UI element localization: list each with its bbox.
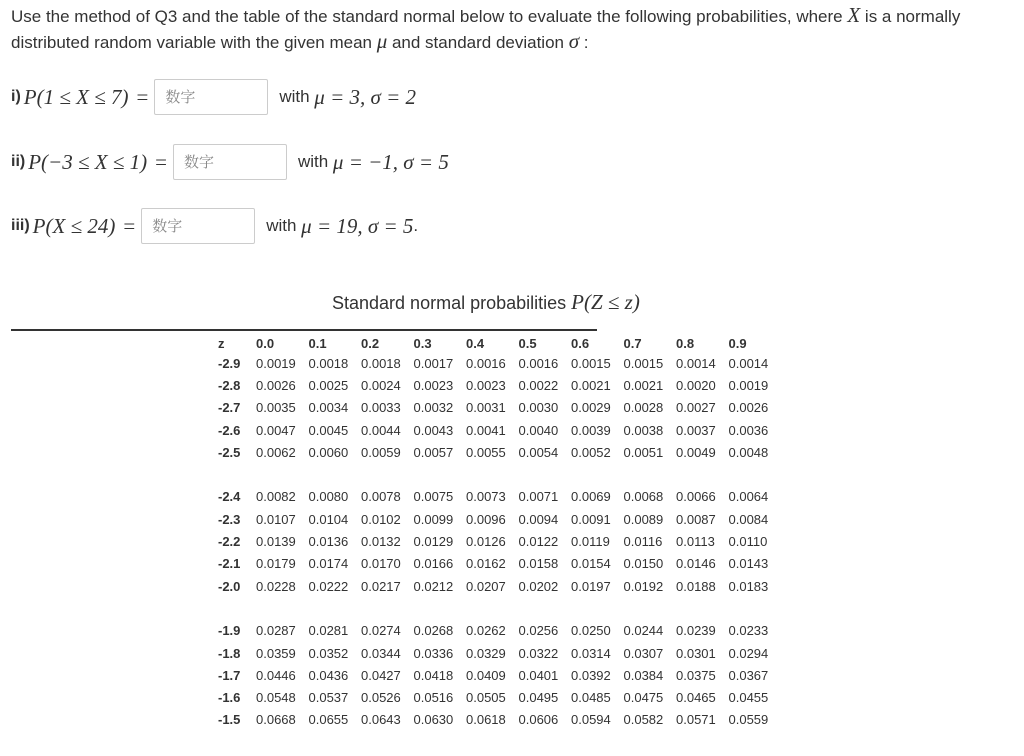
column-header: 0.1 <box>308 335 327 351</box>
probability-cell: 0.0021 <box>571 377 611 393</box>
column-header: 0.8 <box>676 335 695 351</box>
probability-cell: 0.0102 <box>361 511 401 527</box>
probability-cell: 0.0099 <box>413 511 454 527</box>
table-row <box>214 620 781 642</box>
equals-sign: = <box>123 213 136 238</box>
probability-cell: 0.0068 <box>623 489 664 505</box>
with-text: with <box>297 152 329 171</box>
table-divider <box>11 329 597 331</box>
z-value-cell: -2.0 <box>218 578 241 594</box>
probability-cell: 0.0026 <box>728 400 769 416</box>
question-row-iii <box>11 208 418 244</box>
intro-mu: μ <box>376 29 388 53</box>
probability-cell: 0.0143 <box>728 556 769 572</box>
probability-cell: 0.0207 <box>466 578 506 594</box>
column-header: 0.3 <box>413 335 432 351</box>
probability-cell: 0.0126 <box>466 534 506 550</box>
probability-cell: 0.0022 <box>518 377 559 393</box>
question-label: ii) <box>11 153 26 170</box>
probability-cell: 0.0262 <box>466 623 506 639</box>
probability-cell: 0.0322 <box>518 645 559 661</box>
probability-cell: 0.0034 <box>308 400 349 416</box>
table-row <box>214 352 781 374</box>
probability-cell: 0.0548 <box>256 690 296 706</box>
probability-cell: 0.0136 <box>308 534 349 550</box>
table-row <box>214 709 781 731</box>
probability-cell: 0.0154 <box>571 556 611 572</box>
answer-input-iii[interactable] <box>141 208 255 244</box>
probability-cell: 0.0329 <box>466 645 506 661</box>
probability-cell: 0.0055 <box>466 444 506 460</box>
z-value-cell: -2.5 <box>218 444 241 460</box>
probability-cell: 0.0668 <box>256 712 296 728</box>
probability-cell: 0.0026 <box>256 377 296 393</box>
probability-cell: 0.0080 <box>308 489 349 505</box>
table-row <box>214 374 781 396</box>
probability-expression: P(1 ≤ X ≤ 7) <box>23 84 129 109</box>
probability-cell: 0.0375 <box>676 667 716 683</box>
table-title <box>332 290 640 315</box>
probability-cell: 0.0559 <box>728 712 769 728</box>
probability-cell: 0.0174 <box>308 556 349 572</box>
probability-cell: 0.0418 <box>413 667 454 683</box>
z-value-cell: -2.8 <box>218 377 241 393</box>
question-label: iii) <box>11 217 30 234</box>
probability-cell: 0.0495 <box>518 690 559 706</box>
table-title-math: P(Z ≤ z) <box>571 290 640 314</box>
probability-cell: 0.0367 <box>728 667 769 683</box>
probability-cell: 0.0643 <box>361 712 401 728</box>
probability-cell: 0.0091 <box>571 511 611 527</box>
probability-cell: 0.0035 <box>256 400 296 416</box>
probability-cell: 0.0202 <box>518 578 559 594</box>
question-label: i) <box>11 88 21 105</box>
column-header: 0.7 <box>623 335 642 351</box>
probability-cell: 0.0228 <box>256 578 296 594</box>
question-instructions <box>11 3 1011 55</box>
probability-cell: 0.0116 <box>623 534 663 550</box>
intro-var-x: X <box>847 3 861 27</box>
column-header: 0.9 <box>728 335 747 351</box>
z-value-cell: -1.6 <box>218 690 241 706</box>
probability-cell: 0.0250 <box>571 623 611 639</box>
table-header-row <box>214 334 781 352</box>
column-header: 0.4 <box>466 335 485 351</box>
column-header: 0.0 <box>256 335 275 351</box>
probability-cell: 0.0110 <box>728 534 768 550</box>
intro-sigma: σ <box>568 29 580 53</box>
probability-cell: 0.0166 <box>413 556 454 572</box>
probability-cell: 0.0033 <box>361 400 401 416</box>
probability-cell: 0.0119 <box>571 534 610 550</box>
z-value-cell: -2.7 <box>218 400 241 416</box>
probability-cell: 0.0192 <box>623 578 664 594</box>
probability-cell: 0.0051 <box>623 444 664 460</box>
probability-cell: 0.0087 <box>676 511 716 527</box>
probability-cell: 0.0023 <box>413 377 454 393</box>
probability-cell: 0.0066 <box>676 489 716 505</box>
probability-cell: 0.0062 <box>256 444 296 460</box>
distribution-params: μ = −1, σ = 5 <box>332 149 449 174</box>
distribution-params: μ = 19, σ = 5 <box>301 213 414 238</box>
probability-cell: 0.0028 <box>623 400 664 416</box>
probability-cell: 0.0113 <box>676 534 715 550</box>
table-row <box>214 553 781 575</box>
probability-cell: 0.0129 <box>413 534 454 550</box>
probability-cell: 0.0084 <box>728 511 769 527</box>
probability-cell: 0.0217 <box>361 578 401 594</box>
probability-cell: 0.0139 <box>256 534 296 550</box>
probability-cell: 0.0122 <box>518 534 559 550</box>
params-suffix: . <box>413 216 419 235</box>
probability-cell: 0.0030 <box>518 400 559 416</box>
z-value-cell: -2.1 <box>218 556 241 572</box>
probability-cell: 0.0054 <box>518 444 559 460</box>
probability-cell: 0.0019 <box>728 377 769 393</box>
probability-cell: 0.0392 <box>571 667 611 683</box>
probability-cell: 0.0044 <box>361 422 401 438</box>
probability-cell: 0.0268 <box>413 623 454 639</box>
probability-cell: 0.0146 <box>676 556 716 572</box>
probability-cell: 0.0016 <box>518 355 559 371</box>
probability-cell: 0.0094 <box>518 511 559 527</box>
probability-cell: 0.0052 <box>571 444 611 460</box>
table-row <box>214 397 781 419</box>
probability-cell: 0.0274 <box>361 623 401 639</box>
table-row <box>214 686 781 708</box>
probability-cell: 0.0045 <box>308 422 349 438</box>
probability-cell: 0.0239 <box>676 623 716 639</box>
standard-normal-table <box>214 334 781 731</box>
probability-cell: 0.0038 <box>623 422 664 438</box>
probability-cell: 0.0314 <box>571 645 611 661</box>
probability-cell: 0.0020 <box>676 377 716 393</box>
probability-cell: 0.0037 <box>676 422 716 438</box>
probability-cell: 0.0446 <box>256 667 296 683</box>
column-header: 0.6 <box>571 335 590 351</box>
probability-cell: 0.0036 <box>728 422 769 438</box>
z-value-cell: -1.7 <box>218 667 241 683</box>
probability-cell: 0.0359 <box>256 645 296 661</box>
probability-cell: 0.0069 <box>571 489 611 505</box>
probability-cell: 0.0287 <box>256 623 296 639</box>
probability-cell: 0.0233 <box>728 623 769 639</box>
probability-cell: 0.0170 <box>361 556 401 572</box>
z-value-cell: -2.9 <box>218 355 241 371</box>
with-text: with <box>266 216 297 235</box>
probability-cell: 0.0047 <box>256 422 296 438</box>
probability-cell: 0.0064 <box>728 489 769 505</box>
probability-cell: 0.0057 <box>413 444 454 460</box>
z-value-cell: -2.4 <box>218 489 241 505</box>
spacer-cell <box>214 463 781 485</box>
probability-cell: 0.0014 <box>676 355 716 371</box>
probability-cell: 0.0075 <box>413 489 454 505</box>
question-row-ii <box>11 144 449 180</box>
column-header: 0.2 <box>361 335 380 351</box>
probability-cell: 0.0059 <box>361 444 401 460</box>
probability-cell: 0.0039 <box>571 422 611 438</box>
probability-cell: 0.0158 <box>518 556 559 572</box>
probability-cell: 0.0455 <box>728 690 769 706</box>
probability-cell: 0.0104 <box>308 511 349 527</box>
table-row <box>214 486 781 508</box>
z-value-cell: -2.3 <box>218 511 241 527</box>
probability-cell: 0.0630 <box>413 712 454 728</box>
probability-cell: 0.0256 <box>518 623 559 639</box>
intro-text-b: is a normally distributed random variable with the given mean <box>11 7 961 52</box>
probability-cell: 0.0307 <box>623 645 664 661</box>
probability-cell: 0.0571 <box>676 712 716 728</box>
probability-cell: 0.0516 <box>413 690 454 706</box>
spacer-cell <box>214 597 781 619</box>
probability-cell: 0.0344 <box>361 645 401 661</box>
probability-cell: 0.0526 <box>361 690 401 706</box>
probability-cell: 0.0018 <box>308 355 349 371</box>
probability-cell: 0.0183 <box>728 578 769 594</box>
probability-cell: 0.0016 <box>466 355 506 371</box>
intro-text-a: Use the method of Q3 and the table of the standard normal below to evaluate the following probabilities, where <box>11 7 848 26</box>
probability-cell: 0.0041 <box>466 422 506 438</box>
probability-cell: 0.0401 <box>518 667 559 683</box>
probability-cell: 0.0162 <box>466 556 506 572</box>
table-row <box>214 508 781 530</box>
probability-cell: 0.0015 <box>571 355 611 371</box>
probability-cell: 0.0301 <box>676 645 716 661</box>
table-row <box>214 419 781 441</box>
table-row <box>214 575 781 597</box>
probability-cell: 0.0043 <box>413 422 454 438</box>
probability-cell: 0.0060 <box>308 444 349 460</box>
probability-cell: 0.0475 <box>623 690 664 706</box>
probability-cell: 0.0073 <box>466 489 506 505</box>
table-row <box>214 642 781 664</box>
intro-text-c: and standard deviation <box>387 33 569 52</box>
probability-cell: 0.0015 <box>623 355 664 371</box>
probability-cell: 0.0024 <box>361 377 401 393</box>
probability-cell: 0.0027 <box>676 400 716 416</box>
probability-cell: 0.0336 <box>413 645 454 661</box>
group-spacer <box>214 463 781 485</box>
group-spacer <box>214 597 781 619</box>
probability-cell: 0.0384 <box>623 667 664 683</box>
equals-sign: = <box>136 84 149 109</box>
probability-cell: 0.0049 <box>676 444 716 460</box>
probability-cell: 0.0212 <box>413 578 454 594</box>
probability-cell: 0.0048 <box>728 444 769 460</box>
probability-cell: 0.0032 <box>413 400 454 416</box>
probability-cell: 0.0107 <box>256 511 296 527</box>
probability-cell: 0.0409 <box>466 667 506 683</box>
z-value-cell: -2.2 <box>218 534 241 550</box>
probability-cell: 0.0537 <box>308 690 349 706</box>
probability-cell: 0.0014 <box>728 355 769 371</box>
z-value-cell: -1.8 <box>218 645 241 661</box>
answer-input-i[interactable] <box>154 79 268 115</box>
probability-cell: 0.0465 <box>676 690 716 706</box>
probability-cell: 0.0222 <box>308 578 349 594</box>
probability-cell: 0.0078 <box>361 489 401 505</box>
probability-cell: 0.0485 <box>571 690 611 706</box>
probability-cell: 0.0281 <box>308 623 349 639</box>
table-row <box>214 530 781 552</box>
probability-cell: 0.0018 <box>361 355 401 371</box>
probability-cell: 0.0582 <box>623 712 664 728</box>
column-header-z: z <box>218 335 225 351</box>
with-text: with <box>279 87 310 106</box>
answer-input-ii[interactable] <box>173 144 287 180</box>
probability-cell: 0.0021 <box>623 377 664 393</box>
probability-expression: P(−3 ≤ X ≤ 1) <box>28 149 148 174</box>
probability-cell: 0.0025 <box>308 377 349 393</box>
probability-cell: 0.0294 <box>728 645 769 661</box>
distribution-params: μ = 3, σ = 2 <box>314 84 417 109</box>
probability-cell: 0.0096 <box>466 511 506 527</box>
z-value-cell: -1.9 <box>218 623 241 639</box>
probability-cell: 0.0031 <box>466 400 506 416</box>
table-body <box>214 352 781 731</box>
probability-cell: 0.0017 <box>413 355 454 371</box>
probability-cell: 0.0150 <box>623 556 664 572</box>
probability-cell: 0.0606 <box>518 712 559 728</box>
probability-cell: 0.0029 <box>571 400 611 416</box>
probability-cell: 0.0179 <box>256 556 296 572</box>
equals-sign: = <box>155 149 167 174</box>
probability-cell: 0.0019 <box>256 355 296 371</box>
table-row <box>214 664 781 686</box>
probability-cell: 0.0082 <box>256 489 296 505</box>
column-header: 0.5 <box>518 335 537 351</box>
probability-cell: 0.0436 <box>308 667 349 683</box>
probability-cell: 0.0089 <box>623 511 664 527</box>
probability-cell: 0.0197 <box>571 578 611 594</box>
probability-cell: 0.0132 <box>361 534 401 550</box>
probability-cell: 0.0040 <box>518 422 559 438</box>
intro-text-d: : <box>579 33 589 52</box>
z-value-cell: -1.5 <box>218 712 241 728</box>
probability-cell: 0.0023 <box>466 377 506 393</box>
probability-cell: 0.0352 <box>308 645 349 661</box>
probability-cell: 0.0244 <box>623 623 664 639</box>
probability-cell: 0.0071 <box>518 489 559 505</box>
probability-cell: 0.0655 <box>308 712 349 728</box>
probability-cell: 0.0188 <box>676 578 716 594</box>
table-row <box>214 441 781 463</box>
table-title-text: Standard normal probabilities <box>332 293 572 313</box>
probability-cell: 0.0427 <box>361 667 401 683</box>
z-value-cell: -2.6 <box>218 422 241 438</box>
probability-expression: P(X ≤ 24) <box>32 213 116 238</box>
probability-cell: 0.0618 <box>466 712 506 728</box>
question-row-i <box>11 79 416 115</box>
probability-cell: 0.0505 <box>466 690 506 706</box>
probability-cell: 0.0594 <box>571 712 611 728</box>
